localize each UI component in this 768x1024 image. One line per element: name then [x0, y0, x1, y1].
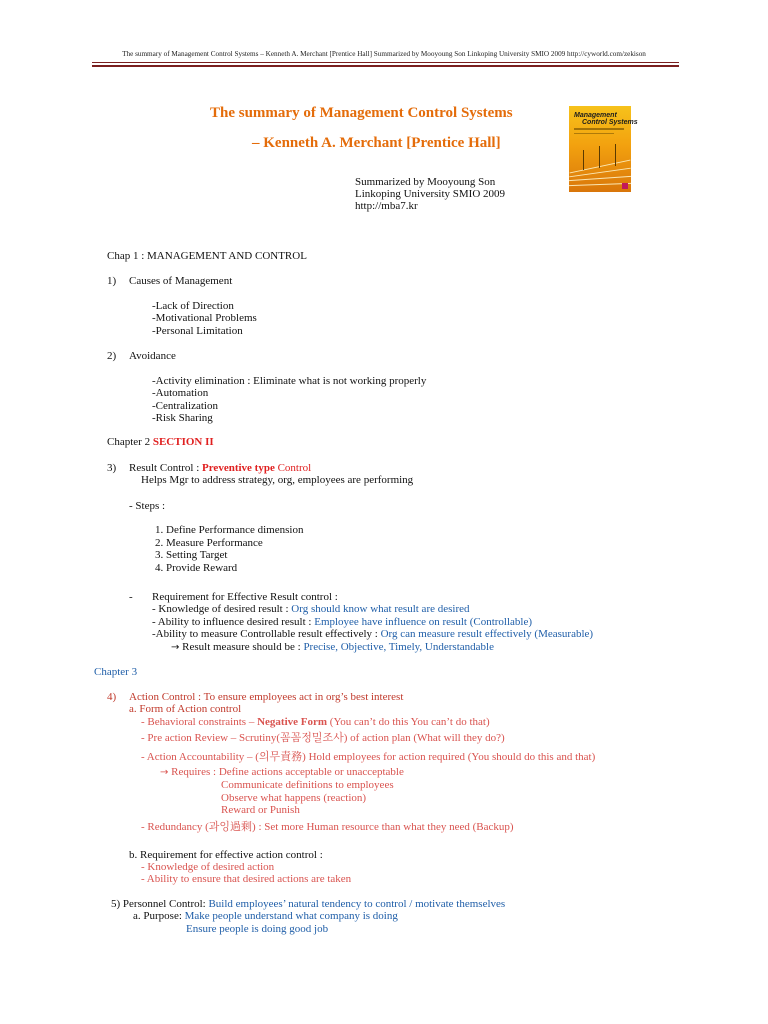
chap2-section-label: SECTION II — [152, 436, 214, 448]
req-line-note: Employee have influence on result (Controllable) — [314, 616, 533, 628]
book-cover-post — [615, 144, 616, 166]
document-title-line2: – Kenneth A. Merchant [Prentice Hall] — [252, 135, 501, 151]
requires-item: Communicate definitions to employees — [221, 779, 394, 791]
preaction-review: - Pre action Review – Scrutiny(꼼꼼정밀조사) of action plan (What will they do?) — [141, 732, 505, 744]
book-cover-title — [574, 112, 638, 126]
item2-label: Avoidance — [129, 350, 176, 362]
redundancy: - Redundancy (과잉過剩) : Set more Human resource than what they need (Backup) — [141, 821, 514, 833]
item3-type-rest: Control — [274, 462, 312, 474]
personnel-label: 5) Personnel Control: — [111, 898, 209, 910]
personnel-purpose — [133, 910, 398, 923]
req-line-note: Org should know what result are desired — [291, 603, 470, 615]
book-cover-subtitle-bar — [574, 128, 624, 130]
purpose-text: Make people understand what company is doing — [184, 910, 398, 922]
behavioral-bold: Negative Form — [257, 716, 328, 728]
requires-item: Define actions acceptable or unacceptable — [218, 766, 404, 778]
item1-point: -Motivational Problems — [152, 312, 257, 324]
author-line1: Summarized by Mooyoung Son — [355, 176, 496, 188]
req-line-note: Org can measure result effectively (Measurable) — [380, 628, 594, 640]
step-item: 2. Measure Performance — [155, 537, 263, 549]
item4-number: 4) — [107, 691, 117, 703]
item1-point: -Personal Limitation — [152, 325, 243, 337]
item3-type-bold: Preventive type — [202, 462, 275, 474]
item4-label: Action Control : To ensure employees act in org’s best interest — [129, 691, 404, 703]
item2-point: -Risk Sharing — [152, 412, 213, 424]
personnel-desc: Build employees’ natural tendency to control / motivate themselves — [208, 898, 506, 910]
right-arrow-icon: → — [160, 767, 169, 778]
chap2-heading-prefix: Chapter 2 — [107, 436, 153, 448]
book-cover-post — [599, 146, 600, 168]
requires-item: Reward or Punish — [221, 804, 300, 816]
item3-label: Result Control : — [129, 462, 203, 474]
purpose-text-2: Ensure people is doing good job — [186, 923, 329, 935]
req-dash: - — [129, 591, 133, 603]
item2-point: -Activity elimination : Eliminate what is not working properly — [152, 375, 427, 387]
item2-point: -Centralization — [152, 400, 218, 412]
measure-label: Result measure should be : — [179, 641, 304, 653]
requires-line — [160, 766, 404, 779]
steps-label: - Steps : — [129, 500, 166, 512]
author-line2: Linkoping University SMIO 2009 — [355, 188, 506, 200]
document-title-line1: The summary of Management Control Systems — [210, 105, 513, 121]
step-item: 1. Define Performance dimension — [155, 524, 304, 536]
running-header: The summary of Management Control Systems – Kenneth A. Merchant [Prentice Hall] Summarized by Mooyoung Son Linkoping University SMIO 2009 http://cyworld.com/zekison — [122, 50, 646, 58]
requires-item: Observe what happens (reaction) — [221, 792, 367, 804]
step-item: 4. Provide Reward — [155, 562, 238, 574]
author-url: http://mba7.kr — [355, 200, 418, 212]
req-line-label: - Ability to influence desired result : — [152, 616, 315, 628]
book-cover-title-line2: Control Systems — [582, 119, 638, 126]
item1-number: 1) — [107, 275, 117, 287]
book-cover-title-line1: Management — [574, 112, 617, 119]
req-line — [152, 628, 593, 641]
action-accountability: - Action Accountability – (의무責務) Hold employees for action required (You should do this and that) — [141, 751, 596, 763]
action-req-item: - Ability to ensure that desired actions are taken — [141, 873, 352, 885]
chap3-heading: Chapter 3 — [94, 666, 138, 678]
item2-number: 2) — [107, 350, 117, 362]
item3-sub: Helps Mgr to address strategy, org, employees are performing — [141, 474, 414, 486]
action-req-item: - Knowledge of desired action — [141, 861, 275, 873]
book-cover-image — [569, 106, 638, 192]
action-req-heading: b. Requirement for effective action control : — [129, 849, 323, 861]
book-cover-author-bar — [574, 133, 614, 134]
step-item: 3. Setting Target — [155, 549, 228, 561]
item1-point: -Lack of Direction — [152, 300, 234, 312]
req-line — [152, 603, 470, 616]
req-heading: Requirement for Effective Result control : — [152, 591, 338, 603]
measure-line — [171, 641, 494, 654]
requires-label: Requires : — [168, 766, 219, 778]
measure-criteria: Precise, Objective, Timely, Understandable — [303, 641, 494, 653]
item2-point: -Automation — [152, 387, 209, 399]
item3-number: 3) — [107, 462, 117, 474]
req-line-label: -Ability to measure Controllable result effectively : — [152, 628, 381, 640]
behavioral-constraints — [141, 716, 490, 729]
action-form-heading: a. Form of Action control — [129, 703, 242, 715]
behavioral-prefix: - Behavioral constraints – — [141, 716, 258, 728]
right-arrow-icon: → — [171, 642, 180, 653]
item1-label: Causes of Management — [129, 275, 233, 287]
purpose-label: a. Purpose: — [133, 910, 185, 922]
header-rule-thick — [92, 65, 679, 67]
publisher-logo-icon — [622, 183, 628, 189]
chap2-heading — [107, 436, 214, 449]
book-cover-rail — [569, 176, 631, 181]
book-cover-post — [583, 150, 584, 170]
chap1-heading: Chap 1 : MANAGEMENT AND CONTROL — [107, 250, 307, 262]
req-line-label: - Knowledge of desired result : — [152, 603, 292, 615]
header-rule-thin — [92, 62, 679, 63]
behavioral-rest: (You can’t do this You can’t do that) — [327, 716, 490, 728]
